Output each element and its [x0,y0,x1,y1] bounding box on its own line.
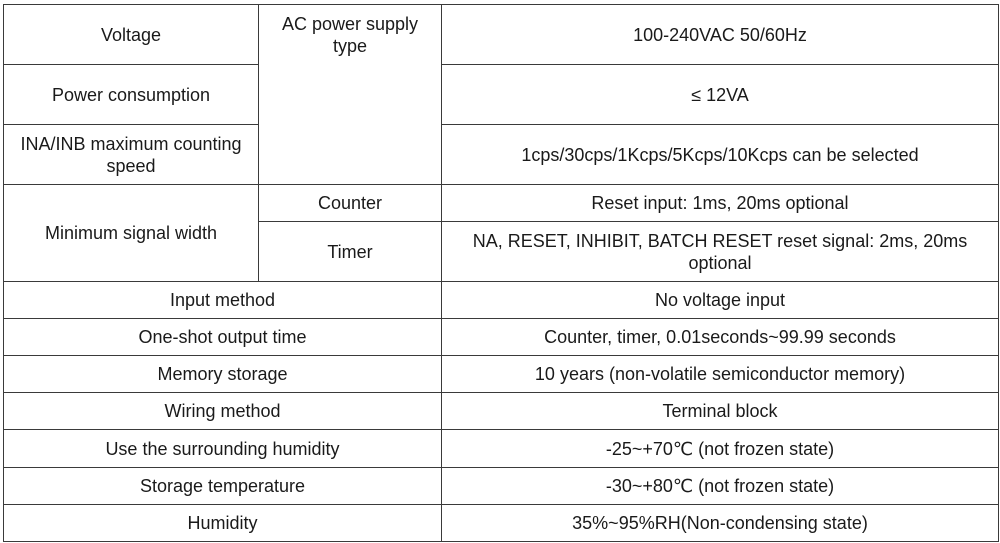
row-value: No voltage input [442,282,999,319]
table-row [4,356,999,393]
row-value: Counter, timer, 0.01seconds~99.99 seconds [442,319,999,356]
table-row [4,319,999,356]
voltage-value: 100-240VAC 50/60Hz [442,5,999,65]
row-label: One-shot output time [4,319,442,356]
spec-table [3,4,999,542]
table-row [4,430,999,468]
table-row [4,282,999,319]
table-row [4,393,999,430]
power-supply-type-label: AC power supply type [259,5,442,185]
counting-speed-value: 1cps/30cps/1Kcps/5Kcps/10Kcps can be selected [442,125,999,185]
timer-value: NA, RESET, INHIBIT, BATCH RESET reset signal: 2ms, 20ms optional [442,222,999,282]
table-row-voltage [4,5,999,65]
row-label: Use the surrounding humidity [4,430,442,468]
row-value: -25~+70℃ (not frozen state) [442,430,999,468]
timer-label: Timer [259,222,442,282]
row-value: Terminal block [442,393,999,430]
row-value: 35%~95%RH(Non-condensing state) [442,505,999,542]
counter-value: Reset input: 1ms, 20ms optional [442,185,999,222]
row-value: -30~+80℃ (not frozen state) [442,468,999,505]
voltage-label: Voltage [4,5,259,65]
counting-speed-label: INA/INB maximum counting speed [4,125,259,185]
table-row [4,505,999,542]
power-consumption-label: Power consumption [4,65,259,125]
row-value: 10 years (non-volatile semiconductor memory) [442,356,999,393]
table-row-signal-width-counter [4,185,999,222]
row-label: Humidity [4,505,442,542]
min-signal-width-label: Minimum signal width [4,185,259,282]
table-row [4,468,999,505]
row-label: Memory storage [4,356,442,393]
row-label: Input method [4,282,442,319]
power-consumption-value: ≤ 12VA [442,65,999,125]
table-row-counting-speed [4,125,999,185]
counter-label: Counter [259,185,442,222]
row-label: Storage temperature [4,468,442,505]
table-row-power-consumption [4,65,999,125]
row-label: Wiring method [4,393,442,430]
